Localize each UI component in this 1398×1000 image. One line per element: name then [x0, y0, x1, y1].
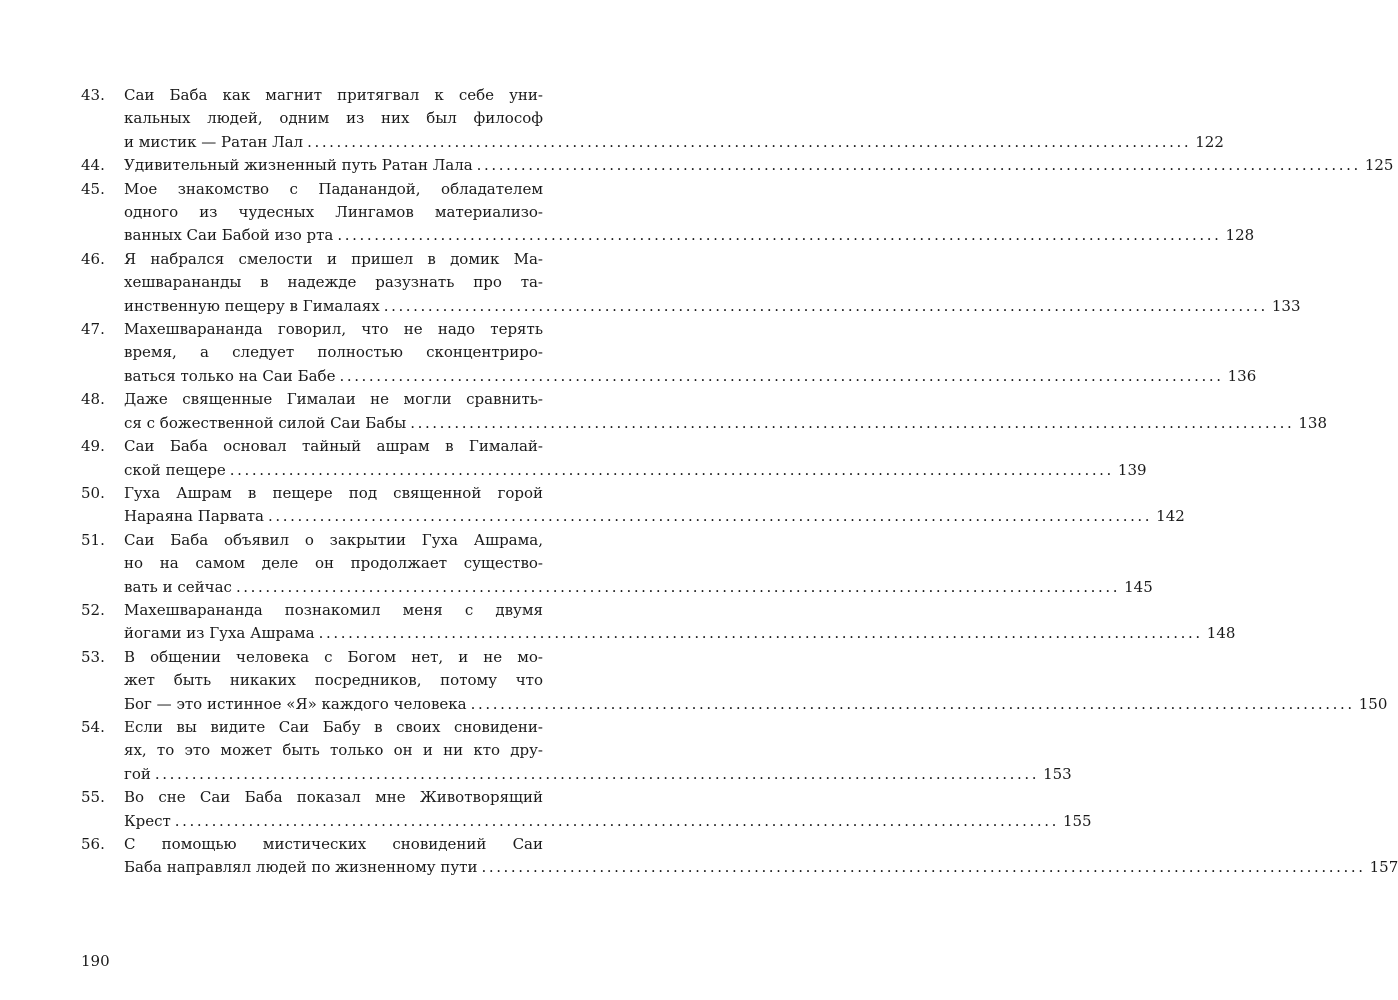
toc-entry-title-line: Даже священные Гималаи не могли сравнить- [124, 390, 543, 409]
dot-leader: ........................................................................................................................ [470, 694, 1355, 713]
toc-entry-title-line: Я набрался смелости и пришел в домик Ма- [124, 249, 543, 268]
toc-entry-title-line: хешварананды в надежде разузнать про та- [124, 273, 543, 292]
toc-entry-body [124, 435, 1147, 482]
toc-entry-number: 50. [81, 483, 105, 502]
toc-entry-title-line: Махешварананда познакомил меня с двумя [124, 600, 543, 619]
toc-entry-last-line [124, 810, 1092, 833]
toc-entry-number: 55. [81, 788, 105, 807]
toc-entry-last-line [124, 154, 1394, 177]
toc-entry-number: 47. [81, 320, 105, 339]
toc-entry-last-line [124, 693, 1388, 716]
toc-entry-last-line [124, 505, 1185, 528]
dot-leader: ........................................................................................................................ [383, 296, 1268, 315]
toc-entry-body [124, 646, 1388, 716]
toc-entry-title-line: Саи Баба основал тайный ашрам в Гималай- [124, 437, 543, 456]
toc-entry [81, 248, 1301, 318]
toc-entry [81, 318, 1257, 388]
dot-leader: ........................................................................................................................ [307, 132, 1192, 151]
toc-entry [81, 435, 1147, 482]
toc-entry-page: 122 [1195, 132, 1224, 151]
toc-entry-title-line: одного из чудесных Лингамов материализо- [124, 203, 543, 222]
toc-entry-title-line: ях, то это может быть только он и ни кто дру- [124, 741, 543, 760]
toc-entry-page: 157 [1369, 858, 1398, 877]
toc-entry-title-line: С помощью мистических сновидений Саи [124, 835, 543, 853]
toc-entry-body [124, 716, 1072, 786]
dot-leader: ........................................................................................................................ [481, 858, 1366, 877]
toc-entry-page: 133 [1271, 296, 1301, 315]
toc-entry-title-line: Гуха Ашрам в пещере под священной горой [124, 483, 543, 502]
toc-entry [81, 482, 1185, 529]
toc-entry-title-line: инственную пещеру в Гималаях [124, 296, 380, 315]
toc-entry-last-line [124, 412, 1328, 435]
toc-entry-number: 49. [81, 437, 105, 456]
toc-entry-number: 54. [81, 717, 105, 736]
dot-leader: ........................................................................................................................ [410, 413, 1295, 432]
toc-entry-page: 155 [1062, 811, 1092, 830]
toc-entry-title-line: кальных людей, одним из них был философ [124, 109, 543, 128]
toc-entry-title-line: Саи Баба объявил о закрытии Гуха Ашрама, [124, 530, 543, 549]
dot-leader: ........................................................................................................................ [229, 460, 1114, 479]
toc-entry-title-line: жет быть никаких посредников, потому что [124, 671, 543, 690]
toc-entry-title-line: Удивительный жизненный путь Ратан Лала [124, 156, 473, 175]
toc-entry-body [124, 786, 1092, 833]
toc-entry-body [124, 599, 1236, 646]
toc-entry-page: 128 [1225, 226, 1255, 245]
toc-entry-body [124, 529, 1153, 599]
toc-entry-body [124, 178, 1255, 248]
toc-entry-last-line [124, 131, 1224, 154]
toc-entry [81, 599, 1236, 646]
toc-entry-number: 44. [81, 156, 105, 175]
toc-entry-page: 138 [1298, 413, 1328, 432]
toc-entry-last-line [124, 365, 1257, 388]
table-of-contents [81, 84, 1398, 880]
toc-entry-number: 43. [81, 86, 105, 104]
toc-entry-last-line [124, 224, 1255, 247]
toc-entry-title-line: Баба направлял людей по жизненному пути [124, 858, 478, 877]
toc-entry [81, 786, 1092, 833]
dot-leader: ........................................................................................................................ [318, 624, 1203, 643]
toc-entry-number: 46. [81, 249, 105, 268]
toc-entry [81, 716, 1072, 786]
toc-entry-title-line: Махешварананда говорил, что не надо терять [124, 320, 543, 339]
toc-entry-page: 139 [1117, 460, 1147, 479]
toc-entry [81, 833, 1398, 880]
toc-entry-title-line: ванных Саи Бабой изо рта [124, 226, 334, 245]
toc-entry-number: 45. [81, 179, 105, 198]
toc-entry [81, 529, 1153, 599]
toc-entry-body [124, 248, 1301, 318]
toc-entry-title-line: гой [124, 764, 151, 783]
toc-entry-body [124, 318, 1257, 388]
toc-entry-title-line: Бог — это истинное «Я» каждого человека [124, 694, 467, 713]
toc-entry-page: 125 [1364, 156, 1394, 175]
toc-entry-title-line: и мистик — Ратан Лал [124, 132, 304, 151]
toc-entry-number: 48. [81, 390, 105, 409]
toc-entry [81, 154, 1394, 177]
toc-entry-body [124, 154, 1394, 177]
toc-entry-page: 153 [1043, 764, 1072, 783]
toc-entry-body [124, 833, 1398, 880]
toc-entry-number: 56. [81, 835, 105, 853]
toc-entry-title-line: Если вы видите Саи Бабу в своих сновидени- [124, 717, 543, 736]
toc-entry-last-line [124, 763, 1072, 786]
toc-entry-title-line: время, а следует полностью сконцентриро- [124, 343, 543, 362]
toc-entry-page: 136 [1227, 366, 1257, 385]
dot-leader: ........................................................................................................................ [174, 811, 1059, 830]
toc-entry [81, 646, 1388, 716]
toc-entry-body [124, 388, 1328, 435]
toc-entry-title-line: Крест [124, 811, 171, 830]
toc-entry-last-line [124, 576, 1153, 599]
toc-entry-body [124, 482, 1185, 529]
toc-entry [81, 84, 1224, 154]
toc-entry-title-line: ваться только на Саи Бабе [124, 366, 336, 385]
toc-entry-page: 142 [1156, 507, 1185, 526]
toc-entry-title-line: Саи Баба как магнит притягвал к себе уни- [124, 86, 543, 104]
toc-entry [81, 178, 1255, 248]
dot-leader: ........................................................................................................................ [268, 507, 1153, 526]
toc-entry-last-line [124, 856, 1398, 879]
toc-entry-last-line [124, 622, 1236, 645]
toc-entry-title-line: йогами из Гуха Ашрама [124, 624, 315, 643]
toc-entry-page: 148 [1206, 624, 1236, 643]
toc-entry-body [124, 84, 1224, 154]
toc-entry-title-line: ской пещере [124, 460, 226, 479]
toc-entry-title-line: но на самом деле он продолжает существо- [124, 554, 543, 573]
toc-entry-title-line: В общении человека с Богом нет, и не мо- [124, 647, 543, 666]
toc-entry [81, 388, 1328, 435]
toc-entry-title-line: Мое знакомство с Паданандой, обладателем [124, 179, 543, 198]
dot-leader: ........................................................................................................................ [339, 366, 1224, 385]
dot-leader: ........................................................................................................................ [154, 764, 1040, 783]
toc-entry-title-line: Во сне Саи Баба показал мне Животворящий [124, 788, 543, 807]
dot-leader: ........................................................................................................................ [337, 226, 1222, 245]
dot-leader: ........................................................................................................................ [476, 156, 1361, 175]
dot-leader: ........................................................................................................................ [235, 577, 1121, 596]
toc-entry-title-line: вать и сейчас [124, 577, 232, 596]
toc-entry-last-line [124, 295, 1301, 318]
toc-entry-page: 150 [1358, 694, 1388, 713]
toc-entry-number: 51. [81, 530, 105, 549]
toc-entry-page: 145 [1124, 577, 1153, 596]
toc-entry-last-line [124, 459, 1147, 482]
toc-entry-number: 53. [81, 647, 105, 666]
toc-entry-title-line: ся с божественной силой Саи Бабы [124, 413, 407, 432]
toc-entry-number: 52. [81, 600, 105, 619]
page-number: 190 [81, 952, 110, 970]
toc-entry-title-line: Нараяна Парвата [124, 507, 264, 526]
